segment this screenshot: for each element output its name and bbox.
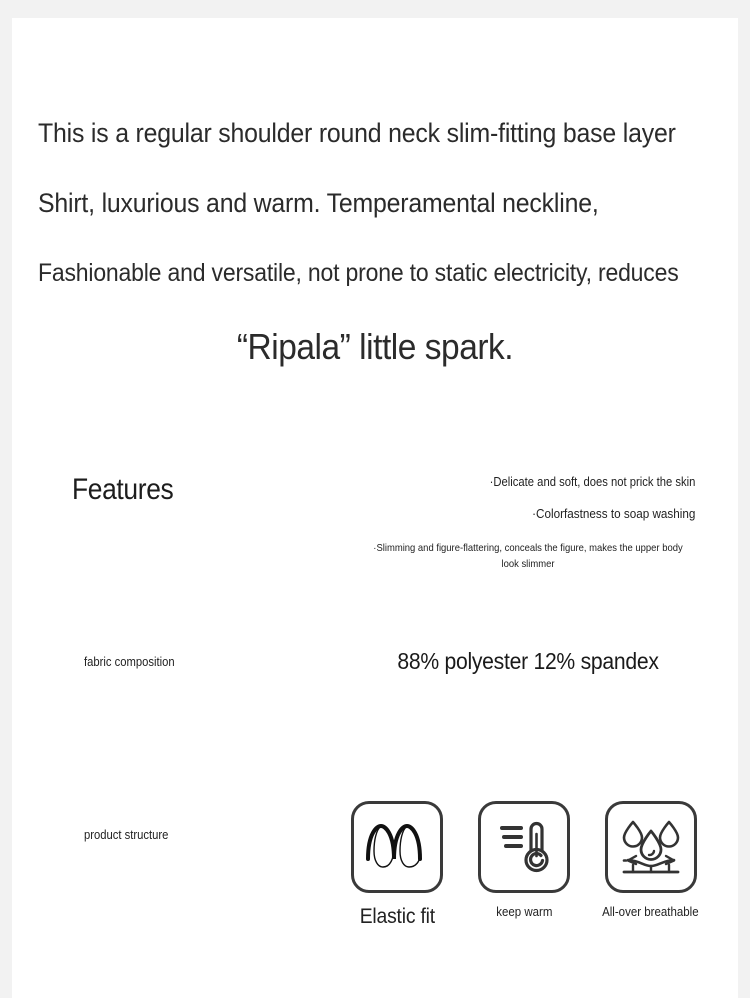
product-detail-card (12, 18, 738, 998)
intro-line-1: This is a regular shoulder round neck slim-fitting base layer (38, 118, 676, 148)
intro-line-2: Shirt, luxurious and warm. Temperamental neckline, (38, 188, 599, 218)
product-structure-label: product structure (84, 828, 169, 842)
water-droplets-breathable-icon-frame (605, 801, 697, 893)
features-section-title: Features (72, 473, 174, 506)
structure-feature-caption: All-over breathable (602, 905, 699, 919)
structure-feature-breathable (587, 801, 714, 919)
thermometer-icon (493, 816, 555, 878)
product-structure-icon-row (334, 801, 714, 929)
structure-feature-caption: keep warm (495, 905, 553, 919)
thermometer-icon-frame (478, 801, 570, 893)
water-droplets-breathable-icon (618, 816, 684, 878)
feature-item: ·Slimming and figure-flattering, conceals the figure, makes the upper body look slimmer (373, 542, 683, 570)
structure-feature-elastic (334, 801, 461, 929)
feature-item: ·Delicate and soft, does not prick the skin (489, 475, 696, 489)
spring-coil-icon (364, 817, 430, 877)
fabric-composition-value: 88% polyester 12% spandex (397, 648, 659, 674)
spring-coil-icon-frame (351, 801, 443, 893)
structure-feature-caption: Elastic fit (359, 905, 435, 928)
headline-slogan: “Ripala” little spark. (236, 326, 514, 367)
product-intro-paragraph (38, 98, 738, 308)
intro-line-3: Fashionable and versatile, not prone to static electricity, reduces (38, 259, 679, 287)
feature-item: ·Colorfastness to soap washing (532, 506, 696, 521)
fabric-composition-label: fabric composition (84, 655, 175, 669)
features-list (342, 470, 714, 572)
structure-feature-warm (461, 801, 588, 919)
